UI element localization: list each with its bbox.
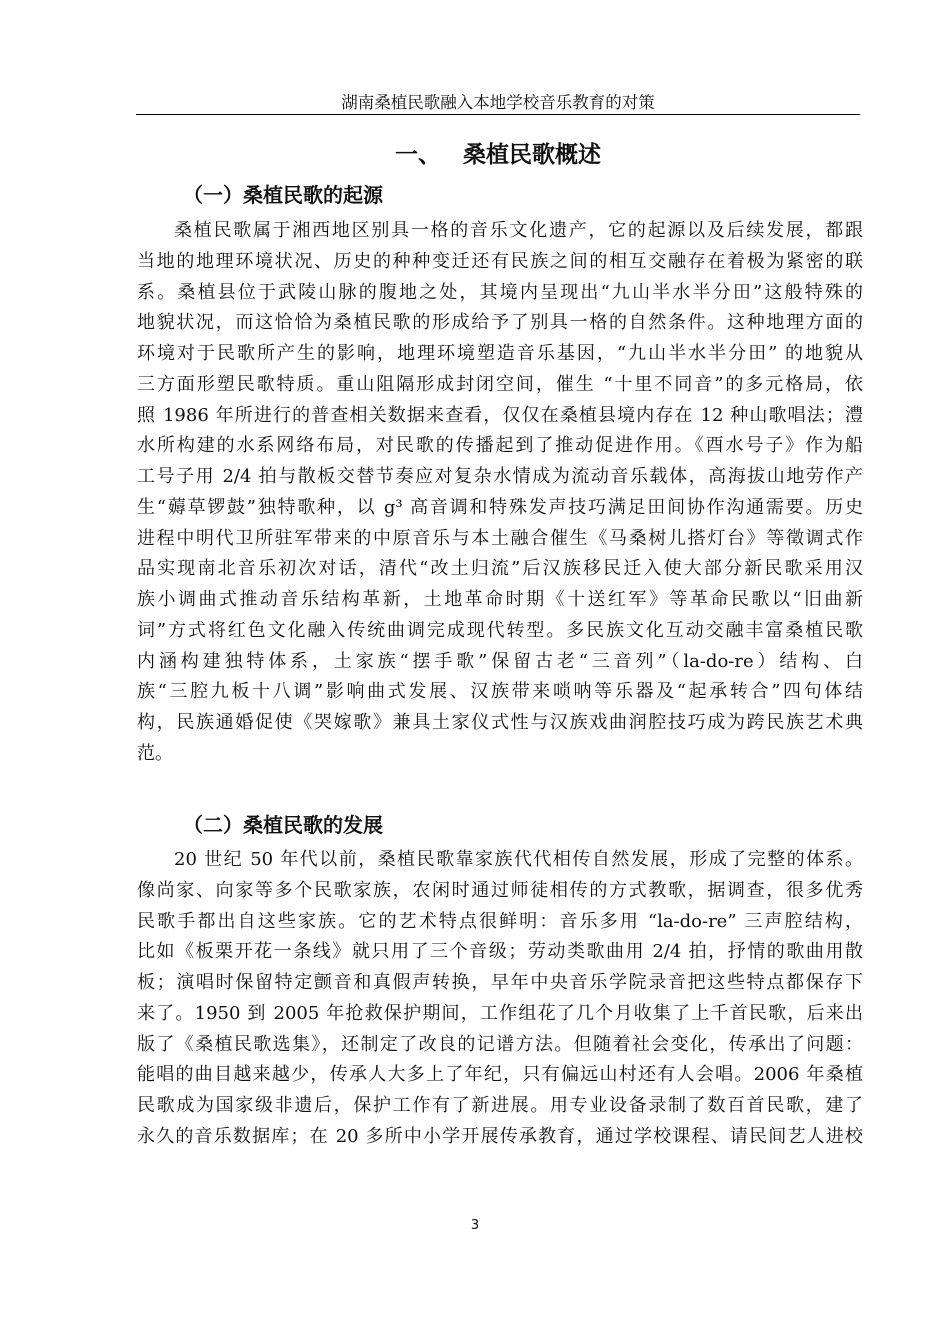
text-line: 永久的音乐数据库；在 20 多所中小学开展传承教育，通过学校课程、请民间艺人进校 <box>137 1125 863 1147</box>
running-header-title: 湖南桑植民歌融入本地学校音乐教育的对策 <box>341 93 655 112</box>
chapter-title <box>136 138 860 172</box>
text-line: 照 1986 年所进行的普查相关数据来查看，仅仅在桑植县境内存在 12 种山歌唱法；澧 <box>137 404 863 426</box>
text-line: 构，民族通婚促使《哭嫁歌》兼具土家仪式性与汉族戏曲润腔技巧成为跨民族艺术典 <box>137 712 863 733</box>
text-line: 能唱的曲目越来越少，传承人大多上了年纪，只有偏远山村还有人会唱。2006 年桑植 <box>137 1064 863 1086</box>
page-number: 3 <box>470 1218 480 1233</box>
text-line: 内涵构建独特体系，土家族“摆手歌”保留古老“三音列”（la-do-re）结构、白 <box>137 650 863 672</box>
text-line: 桑植民歌属于湘西地区别具一格的音乐文化遗产，它的起源以及后续发展，都跟 <box>174 220 863 241</box>
text-line: 品实现南北音乐初次对话，清代“改土归流”后汉族移民迁入使大部分新民歌采用汉 <box>137 558 863 580</box>
section-body-development <box>137 845 863 1153</box>
text-line: 20 世纪 50 年代以前，桑植民歌靠家族代代相传自然发展，形成了完整的体系。 <box>174 849 863 870</box>
text-line: 版了《桑植民歌选集》，还制定了改良的记谱方法。但随着社会变化，传承出了问题： <box>137 1033 863 1055</box>
text-line: 环境对于民歌所产生的影响，地理环境塑造音乐基因，“九山半水半分田” 的地貌从 <box>137 343 863 364</box>
text-line: 地貌状况，而这恰恰为桑植民歌的形成给予了别具一格的自然条件。这种地理方面的 <box>137 312 863 334</box>
section-body-origin <box>137 216 863 770</box>
chapter-number: 一、 <box>395 142 441 168</box>
text-line: 板；演唱时保留特定颤音和真假声转换，早年中央音乐学院录音把这些特点都保存下 <box>137 972 863 993</box>
text-line: 水所构建的水系网络布局，对民歌的传播起到了推动促进作用。《酉水号子》作为船 <box>137 435 863 457</box>
text-line: 工号子用 2/4 拍与散板交替节奏应对复杂水情成为流动音乐载体，高海拔山地劳作产 <box>137 466 863 487</box>
text-line: 系。桑植县位于武陵山脉的腹地之处，其境内呈现出“九山半水半分田”这般特殊的 <box>137 281 863 303</box>
text-line: 三方面形塑民歌特质。重山阻隔形成封闭空间，催生 “十里不同音”的多元格局，依 <box>137 373 863 395</box>
text-line: 来了。1950 到 2005 年抢救保护期间，工作组花了几个月收集了上千首民歌，后来出 <box>137 1002 863 1024</box>
text-line: 族小调曲式推动音乐结构革新，土地革命时期《十送红军》等革命民歌以“旧曲新 <box>137 589 863 610</box>
text-line: 进程中明代卫所驻军带来的中原音乐与本土融合催生《马桑树儿搭灯台》等徵调式作 <box>137 527 863 549</box>
running-header <box>136 92 860 115</box>
text-line: 范。 <box>137 742 173 764</box>
text-line: 当地的地理环境状况、历史的种种变迁还有民族之间的相互交融存在着极为紧密的联 <box>137 250 863 272</box>
text-line: 族“三腔九板十八调”影响曲式发展、汉族带来唢呐等乐器及“起承转合”四句体结 <box>137 681 863 703</box>
text-line: 比如《板栗开花一条线》就只用了三个音级；劳动类歌曲用 2/4 拍，抒情的歌曲用散 <box>137 941 863 963</box>
section-heading-origin: （一）桑植民歌的起源 <box>183 183 383 207</box>
chapter-title-text: 桑植民歌概述 <box>463 142 601 168</box>
text-line: 像尚家、向家等多个民歌家族，农闲时通过师徒相传的方式教歌，据调查，很多优秀 <box>137 879 863 901</box>
section-heading-development: （二）桑植民歌的发展 <box>183 813 383 837</box>
text-line: 民歌成为国家级非遗后，保护工作有了新进展。用专业设备录制了数百首民歌，建了 <box>137 1095 863 1116</box>
text-line: 民歌手都出自这些家族。它的艺术特点很鲜明：音乐多用 “la-do-re” 三声腔结构， <box>137 910 863 932</box>
text-line: 词”方式将红色文化融入传统曲调完成现代转型。多民族文化互动交融丰富桑植民歌 <box>137 619 863 641</box>
text-line: 生“薅草锣鼓”独特歌种，以 g³ 高音调和特殊发声技巧满足田间协作沟通需要。历史 <box>137 496 863 518</box>
